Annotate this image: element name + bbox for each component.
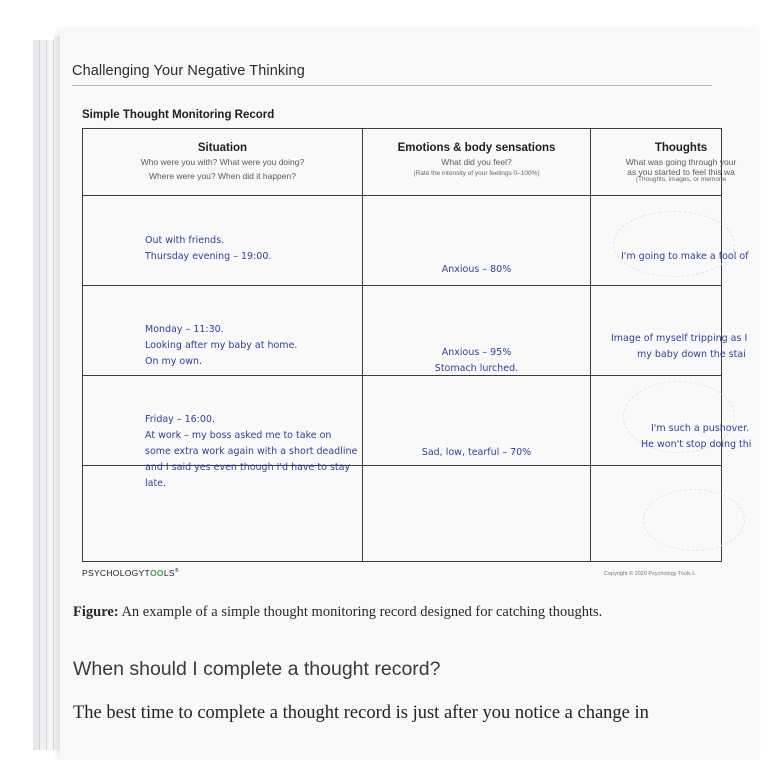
caption-text: An example of a simple thought monitoring record designed for catching thoughts. [118, 604, 603, 620]
column-note: (Rate the intensity of your feelings 0–100%) [413, 170, 540, 177]
handwritten-line: some extra work again with a short deadline [145, 446, 358, 457]
handwritten-line: Out with friends. [145, 235, 225, 246]
thought-bubble-graphic [613, 211, 735, 277]
copyright-notice: Copyright © 2020 Psychology Tools L [604, 571, 696, 577]
handwritten-line: Image of myself tripping as I [611, 333, 748, 344]
page-stack-edge [40, 40, 47, 750]
handwritten-line: Stomach lurched. [434, 363, 519, 374]
column-title: Thoughts [654, 142, 708, 154]
caption-label: Figure: [73, 604, 119, 620]
page-stack-edge [33, 40, 40, 750]
column-title: Situation [197, 142, 248, 154]
column-prompt: What was going through your [625, 157, 737, 167]
record-title: Simple Thought Monitoring Record [82, 109, 275, 121]
thought-bubble-graphic [643, 489, 745, 551]
row-divider [83, 195, 721, 196]
body-paragraph: The best time to complete a thought record is just after you notice a change in [73, 703, 649, 723]
emotions-entry [363, 345, 590, 377]
column-header-thoughts [591, 129, 771, 195]
title-divider [72, 85, 712, 86]
column-title: Emotions & body sensations [397, 142, 556, 154]
handwritten-line: He won't stop doing thi [641, 439, 752, 450]
thoughts-entry [623, 421, 751, 453]
figure-caption [73, 604, 602, 621]
column-prompt: What did you feel? [441, 157, 512, 167]
handwritten-line: I'm such a pushover. [651, 423, 750, 434]
handwritten-line: Thursday evening – 19:00. [145, 251, 272, 262]
handwritten-line: I'm going to make a fool of [621, 251, 749, 262]
psychology-tools-logo: PSYCHOLOGYTOOLS® [82, 568, 179, 578]
handwritten-line: Monday – 11:30. [145, 324, 224, 335]
situation-entry [145, 322, 297, 370]
page-title: Challenging Your Negative Thinking [72, 63, 305, 79]
column-header-situation [83, 129, 362, 195]
situation-entry [145, 412, 357, 492]
handwritten-line: my baby down the stai [637, 349, 746, 360]
column-note: (Thoughts, images, or memorie [635, 176, 727, 183]
emotions-entry [363, 262, 590, 278]
thoughts-entry [621, 249, 749, 265]
column-header-emotions [363, 129, 590, 195]
handwritten-line: Sad, low, tearful – 70% [421, 447, 532, 458]
handwritten-line: At work – my boss asked me to take on [145, 430, 332, 441]
handwritten-line: Looking after my baby at home. [145, 340, 298, 351]
handwritten-line: On my own. [145, 356, 203, 367]
handwritten-line: late. [145, 478, 167, 489]
column-prompt: Who were you with? What were you doing? [140, 157, 305, 167]
handwritten-line: and I said yes even though I'd have to stay [145, 462, 351, 473]
situation-entry [145, 233, 271, 265]
section-heading: When should I complete a thought record? [73, 658, 441, 680]
handwritten-line: Anxious – 95% [441, 347, 512, 358]
handwritten-line: Anxious – 80% [441, 264, 512, 275]
handwritten-line: Friday – 16:00. [145, 414, 215, 425]
column-prompt: as you started to feel this wa [627, 167, 735, 177]
row-divider [83, 285, 721, 286]
column-prompt: Where were you? When did it happen? [149, 171, 296, 181]
thoughts-entry [611, 331, 747, 363]
page-stack-edge [47, 40, 54, 750]
emotions-entry [363, 445, 590, 461]
thought-record-table [82, 128, 752, 562]
